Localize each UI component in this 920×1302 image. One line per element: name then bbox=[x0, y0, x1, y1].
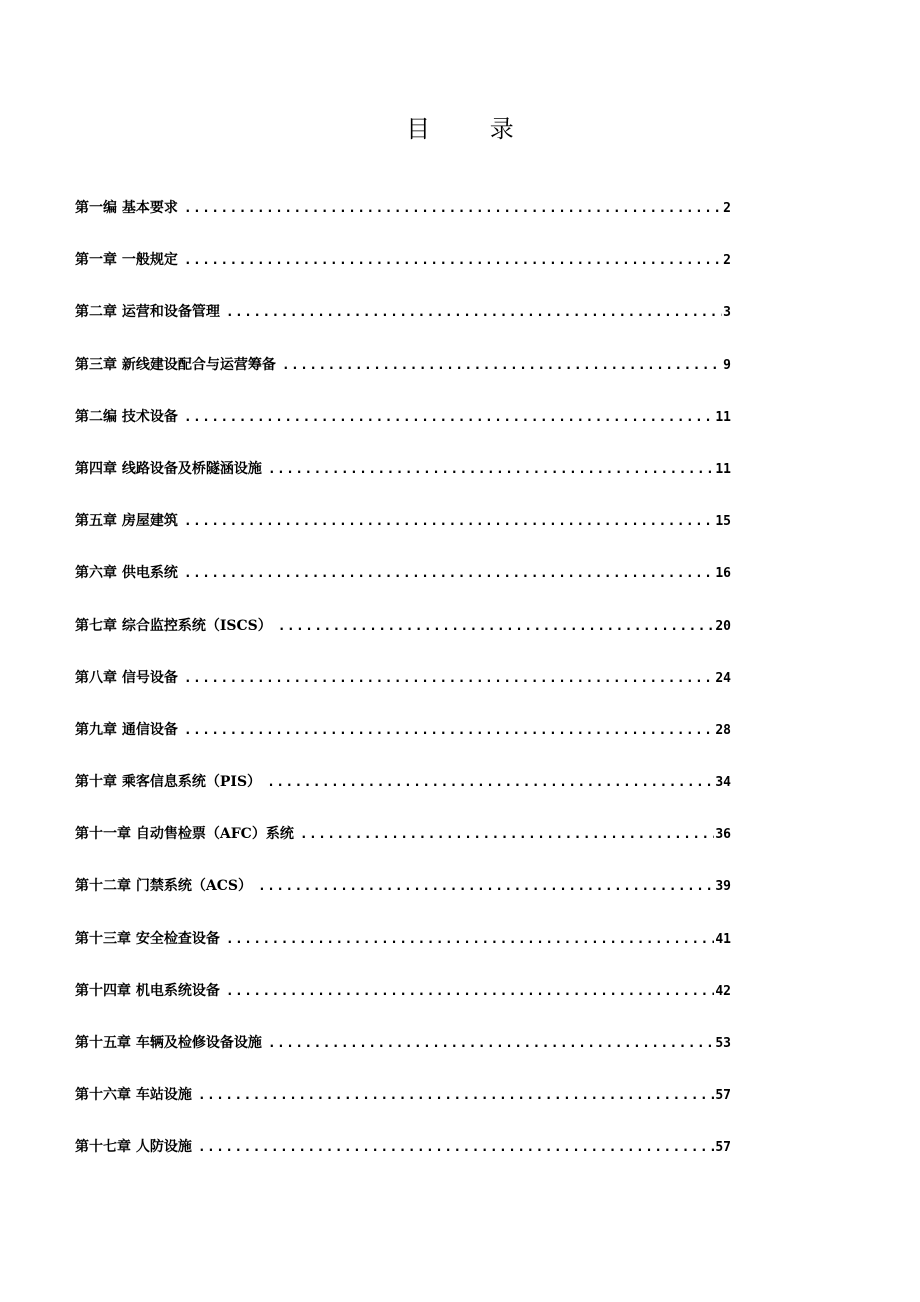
toc-dot-leader bbox=[184, 404, 714, 432]
toc-entry-page: 41 bbox=[715, 931, 731, 947]
toc-dot-leader bbox=[258, 873, 714, 901]
toc-entry-label: 第十章 乘客信息系统（PIS） bbox=[75, 774, 262, 791]
toc-entry-label: 第七章 综合监控系统（ISCS） bbox=[75, 617, 272, 634]
toc-entry[interactable] bbox=[75, 612, 731, 664]
toc-entry-page: 53 bbox=[715, 1036, 731, 1051]
toc-entry-label: 第一编 基本要求 bbox=[75, 200, 178, 216]
toc-dot-leader bbox=[267, 769, 714, 797]
toc-entry-page: 2 bbox=[723, 253, 731, 269]
toc-entry[interactable] bbox=[75, 1081, 731, 1133]
toc-dot-leader bbox=[268, 1030, 714, 1058]
toc-entry[interactable] bbox=[75, 455, 731, 507]
toc-entry[interactable] bbox=[75, 664, 731, 716]
toc-entry[interactable] bbox=[75, 351, 731, 403]
toc-entry-label: 第九章 通信设备 bbox=[75, 721, 178, 738]
toc-entry[interactable] bbox=[75, 403, 731, 455]
toc-entry-page: 34 bbox=[715, 775, 731, 791]
toc-dot-leader bbox=[184, 717, 714, 745]
toc-dot-leader bbox=[300, 821, 715, 849]
toc-dot-leader bbox=[226, 299, 722, 327]
toc-entry[interactable] bbox=[75, 925, 731, 977]
toc-entry-label: 第十七章 人防设施 bbox=[75, 1139, 192, 1156]
toc-dot-leader bbox=[198, 1082, 714, 1110]
toc-dot-leader bbox=[184, 195, 722, 223]
toc-entry[interactable] bbox=[75, 298, 731, 350]
toc-entry-page: 16 bbox=[715, 566, 731, 582]
toc-entry-label: 第六章 供电系统 bbox=[75, 565, 178, 582]
toc-entry-page: 28 bbox=[715, 722, 731, 738]
toc-dot-leader bbox=[226, 926, 714, 954]
toc-entry-label: 第一章 一般规定 bbox=[75, 252, 178, 269]
toc-entry-label: 第十一章 自动售检票（AFC）系统 bbox=[75, 826, 294, 843]
toc-entry[interactable] bbox=[75, 507, 731, 559]
toc-entry-label: 第三章 新线建设配合与运营筹备 bbox=[75, 356, 276, 373]
toc-dot-leader bbox=[184, 247, 722, 275]
toc-entry-label: 第十五章 车辆及检修设备设施 bbox=[75, 1035, 262, 1051]
toc-entry[interactable] bbox=[75, 1133, 731, 1185]
toc-entry-page: 39 bbox=[715, 879, 731, 895]
toc-entry[interactable] bbox=[75, 246, 731, 298]
toc-dot-leader bbox=[226, 978, 714, 1006]
toc-list bbox=[75, 194, 731, 1186]
toc-entry-page: 36 bbox=[715, 827, 731, 843]
toc-entry-label: 第二编 技术设备 bbox=[75, 408, 178, 425]
toc-entry-label: 第八章 信号设备 bbox=[75, 669, 178, 686]
toc-dot-leader bbox=[268, 456, 714, 484]
toc-dot-leader bbox=[184, 560, 714, 588]
toc-entry-label: 第五章 房屋建筑 bbox=[75, 513, 178, 530]
toc-entry-page: 42 bbox=[715, 983, 731, 999]
toc-entry-page: 57 bbox=[715, 1140, 731, 1156]
toc-entry[interactable] bbox=[75, 559, 731, 611]
toc-entry[interactable] bbox=[75, 194, 731, 246]
toc-entry-page: 15 bbox=[715, 514, 731, 530]
toc-entry-page: 2 bbox=[723, 201, 731, 216]
toc-entry[interactable] bbox=[75, 768, 731, 820]
toc-entry-page: 20 bbox=[715, 618, 731, 634]
toc-entry[interactable] bbox=[75, 820, 731, 872]
toc-title: 目 录 bbox=[406, 115, 540, 143]
toc-dot-leader bbox=[278, 613, 715, 641]
toc-entry-page: 57 bbox=[715, 1088, 731, 1104]
toc-entry[interactable] bbox=[75, 977, 731, 1029]
toc-dot-leader bbox=[184, 508, 714, 536]
toc-entry-label: 第十四章 机电系统设备 bbox=[75, 982, 220, 999]
toc-entry-label: 第二章 运营和设备管理 bbox=[75, 304, 220, 321]
toc-entry-label: 第十六章 车站设施 bbox=[75, 1087, 192, 1104]
toc-entry-page: 11 bbox=[715, 409, 731, 425]
toc-entry-page: 24 bbox=[715, 670, 731, 686]
toc-dot-leader bbox=[198, 1134, 714, 1162]
toc-entry-page: 11 bbox=[715, 461, 731, 477]
toc-entry-label: 第十三章 安全检查设备 bbox=[75, 930, 220, 947]
toc-dot-leader bbox=[282, 352, 722, 380]
toc-entry-label: 第十二章 门禁系统（ACS） bbox=[75, 878, 252, 895]
toc-entry-label: 第四章 线路设备及桥隧涵设施 bbox=[75, 460, 262, 477]
toc-entry-page: 9 bbox=[723, 357, 731, 373]
toc-dot-leader bbox=[184, 665, 714, 693]
toc-entry[interactable] bbox=[75, 716, 731, 768]
toc-entry[interactable] bbox=[75, 1029, 731, 1081]
toc-entry-page: 3 bbox=[723, 305, 731, 321]
toc-entry[interactable] bbox=[75, 872, 731, 924]
